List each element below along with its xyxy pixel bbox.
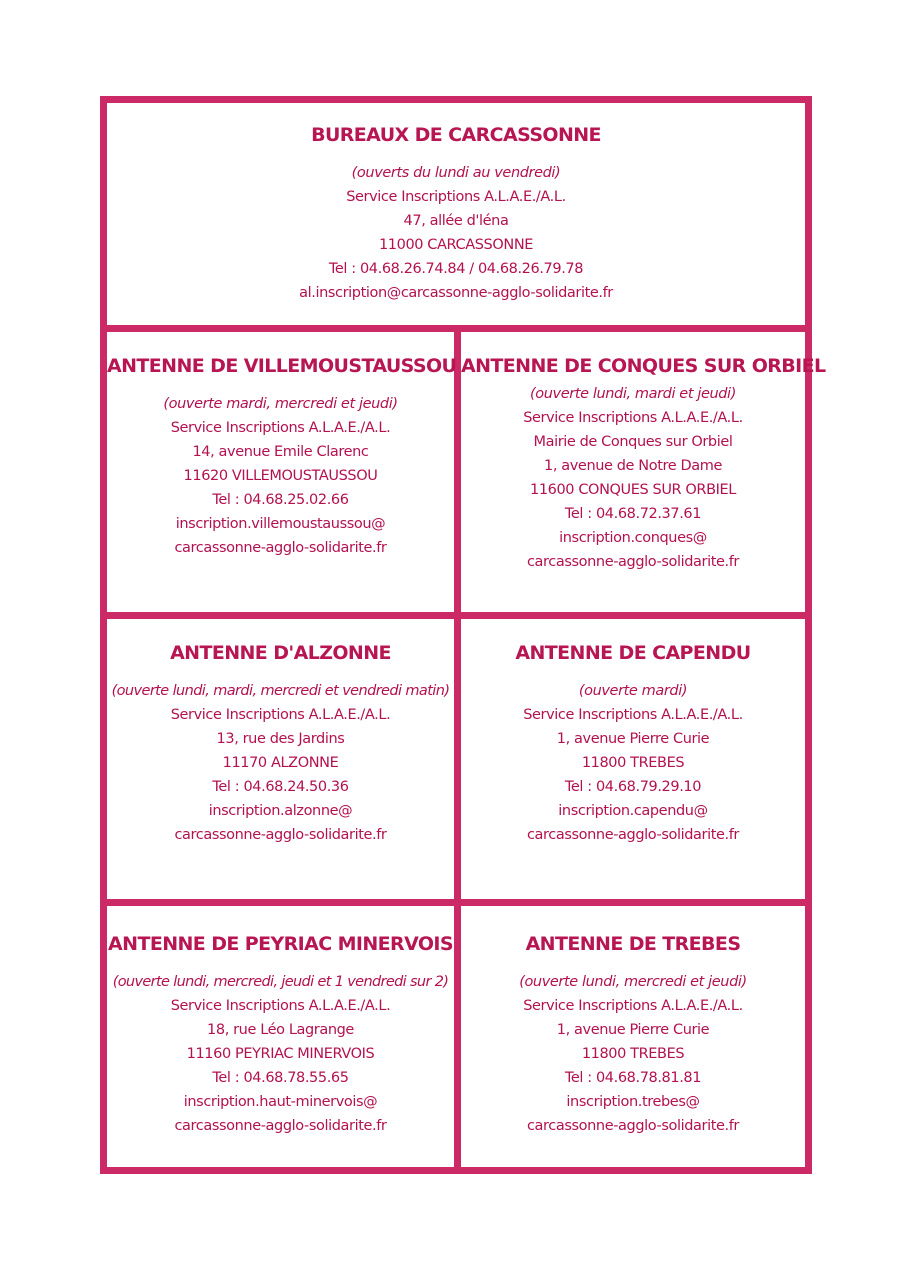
office-service: Service Inscriptions A.L.A.E./A.L.: [170, 998, 391, 1014]
office-street: 1, avenue Pierre Curie: [556, 731, 710, 747]
office-hours: (ouverte mardi, mercredi et jeudi): [163, 396, 398, 412]
office-hours: (ouverte lundi, mardi, mercredi et vendredi matin): [111, 683, 450, 699]
office-service: Service Inscriptions A.L.A.E./A.L.: [523, 707, 743, 723]
office-email-domain: carcassonne-agglo-solidarite.fr: [526, 827, 739, 843]
office-hours: (ouverte lundi, mercredi et jeudi): [519, 974, 747, 990]
office-box-trebes: [457, 902, 809, 1171]
office-email-user: inscription.haut-minervois@: [183, 1094, 378, 1110]
office-hours: (ouverte mardi): [578, 683, 688, 699]
office-city: 11620 VILLEMOUSTAUSSOU: [183, 468, 378, 484]
office-email-user: inscription.villemoustaussou@: [175, 516, 386, 532]
office-title: ANTENNE DE CAPENDU: [515, 642, 751, 664]
office-street: 1, avenue Pierre Curie: [556, 1022, 710, 1038]
office-email-domain: carcassonne-agglo-solidarite.fr: [526, 554, 739, 570]
office-phone: Tel : 04.68.78.55.65: [212, 1070, 349, 1086]
office-email-domain: carcassonne-agglo-solidarite.fr: [174, 540, 387, 556]
office-email-domain: carcassonne-agglo-solidarite.fr: [174, 827, 387, 843]
office-phone: Tel : 04.68.79.29.10: [564, 779, 702, 795]
office-email-domain: carcassonne-agglo-solidarite.fr: [526, 1118, 739, 1134]
office-email-user: inscription.conques@: [559, 530, 707, 546]
office-hours: (ouverte lundi, mardi et jeudi): [530, 386, 736, 402]
main-office-hours: (ouverts du lundi au vendredi): [351, 165, 561, 181]
office-title: ANTENNE DE CONQUES SUR ORBIEL: [461, 355, 826, 377]
office-street: 18, rue Léo Lagrange: [207, 1022, 354, 1038]
office-box-alzonne: [103, 615, 458, 903]
office-email-user: inscription.capendu@: [558, 803, 708, 819]
office-city: 11170 ALZONNE: [222, 755, 339, 771]
office-city: 11160 PEYRIAC MINERVOIS: [186, 1046, 375, 1062]
office-service: Service Inscriptions A.L.A.E./A.L.: [170, 420, 391, 436]
office-box-conques: [457, 328, 826, 616]
office-service: Service Inscriptions A.L.A.E./A.L.: [523, 998, 743, 1014]
office-title: ANTENNE DE TREBES: [525, 933, 741, 955]
main-office-email: al.inscription@carcassonne-agglo-solidarite.fr: [299, 285, 613, 301]
office-hours: (ouverte lundi, mercredi, jeudi et 1 vendredi sur 2): [112, 974, 449, 990]
office-city: 11600 CONQUES SUR ORBIEL: [530, 482, 736, 498]
office-phone: Tel : 04.68.25.02.66: [212, 492, 349, 508]
main-office-title: BUREAUX DE CARCASSONNE: [311, 124, 601, 146]
office-city: 11800 TREBES: [581, 1046, 685, 1062]
office-phone: Tel : 04.68.78.81.81: [564, 1070, 702, 1086]
office-street: 13, rue des Jardins: [216, 731, 345, 747]
office-phone: Tel : 04.68.24.50.36: [212, 779, 349, 795]
office-service: Service Inscriptions A.L.A.E./A.L.: [170, 707, 391, 723]
office-email-user: inscription.alzonne@: [208, 803, 353, 819]
office-email-domain: carcassonne-agglo-solidarite.fr: [174, 1118, 387, 1134]
office-box-villemoustaussou: [103, 328, 458, 616]
main-office-phone: Tel : 04.68.26.74.84 / 04.68.26.79.78: [328, 261, 584, 277]
office-title: ANTENNE DE VILLEMOUSTAUSSOU: [107, 355, 457, 377]
office-title: ANTENNE DE PEYRIAC MINERVOIS: [108, 933, 453, 955]
office-box-capendu: [457, 615, 809, 903]
office-street: 14, avenue Emile Clarenc: [192, 444, 369, 460]
office-service: Service Inscriptions A.L.A.E./A.L.: [523, 410, 743, 426]
office-phone: Tel : 04.68.72.37.61: [564, 506, 702, 522]
office-email-user: inscription.trebes@: [566, 1094, 700, 1110]
main-office-street: 47, allée d'léna: [403, 213, 509, 229]
main-office-box: [103, 99, 809, 329]
main-office-city: 11000 CARCASSONNE: [378, 237, 534, 253]
office-street: 1, avenue de Notre Dame: [544, 458, 722, 474]
office-title: ANTENNE D'ALZONNE: [170, 642, 391, 664]
main-office-service: Service Inscriptions A.L.A.E./A.L.: [346, 189, 566, 205]
office-city: 11800 TREBES: [581, 755, 685, 771]
office-building: Mairie de Conques sur Orbiel: [533, 434, 733, 450]
office-box-peyriac: [103, 902, 458, 1171]
